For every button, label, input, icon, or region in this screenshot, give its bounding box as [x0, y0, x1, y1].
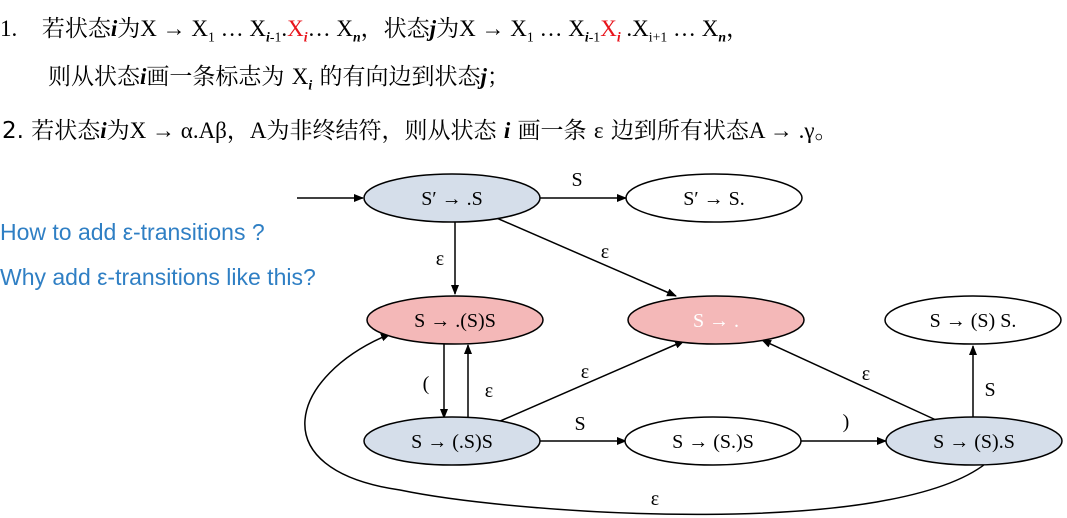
label-s7-s4: S — [984, 379, 996, 401]
edge-s0-s3 — [492, 216, 676, 296]
edges — [297, 198, 990, 514]
state-s1-label: S′ → S. — [683, 188, 745, 210]
state-i-symbol: i — [110, 16, 118, 41]
rule-2: 2. 若状态i为X → α.Aβ，A为非终结符，则从状态 i 画一条 ε 边到所有状态A → .γ。 — [2, 118, 838, 144]
highlighted-symbol: $X_i$ — [287, 16, 308, 45]
state-s0-label: S′ → .S — [421, 188, 483, 210]
state-j-symbol: j — [480, 64, 487, 89]
label-s7-s2: ε — [650, 488, 660, 510]
label-s0-s2: ε — [435, 248, 445, 270]
highlighted-symbol: $X_i$ — [600, 16, 621, 45]
label-s7-s3: ε — [861, 363, 871, 385]
label-s6-s7: ) — [842, 411, 850, 433]
epsilon-symbol: ε — [593, 118, 604, 143]
rule-2-number: 2. — [2, 118, 24, 144]
edge-s5-s3 — [498, 341, 684, 422]
production-2: $X \to X_1$ … $X_{i-1}X_i$ $.X_{i+1}$ … $X_n$ — [459, 16, 727, 45]
state-s3-label: S → . — [692, 310, 740, 332]
state-j-symbol: j — [429, 16, 437, 41]
rule-1-line-1: 1. 若状态i为$X \to X_1$ … $X_{i-1}.X_i\dots$ $X_n$，状态j为$X \to X_1$ … $X_{i-1}X_i$ $.X_{i+1}$ … $X_n$， — [0, 16, 750, 45]
state-s2-label: S → .(S)S — [414, 310, 496, 332]
label-s5-s2: ε — [484, 380, 494, 402]
state-s7-label: S → (S).S — [933, 431, 1015, 453]
rule-1-text: 若状态 — [41, 16, 111, 42]
state-i-symbol: i — [503, 118, 511, 143]
question-why: Why add ε-transitions like this? — [0, 264, 316, 290]
production-gamma: A → .γ — [748, 118, 815, 143]
label-s2-s5: ( — [422, 373, 430, 395]
rule-1-number: 1. — [0, 16, 18, 41]
rule-1-line-2: 则从状态i画一条标志为 $X_i$ 的有向边到状态j； — [48, 64, 510, 93]
state-s5-label: S → (.S)S — [411, 431, 493, 453]
label-s0-s1: S — [571, 169, 583, 191]
edge-s7-s3 — [762, 340, 936, 420]
label-s5-s6: S — [574, 413, 586, 435]
state-i-symbol: i — [100, 118, 107, 143]
production-alpha: X → α.Aβ — [129, 118, 227, 143]
label-s0-s3: ε — [600, 241, 610, 263]
label-xi: $X_i$ — [291, 64, 313, 93]
question-how: How to add ε-transitions ? — [0, 219, 265, 245]
state-s6-label: S → (S.)S — [672, 431, 754, 453]
state-i-symbol: i — [140, 64, 147, 89]
state-s4-label: S → (S) S. — [929, 310, 1017, 332]
production-1: $X \to X_1$ … $X_{i-1}.X_i\dots$ $X_n$ — [140, 16, 361, 45]
label-s5-s3: ε — [580, 361, 590, 383]
